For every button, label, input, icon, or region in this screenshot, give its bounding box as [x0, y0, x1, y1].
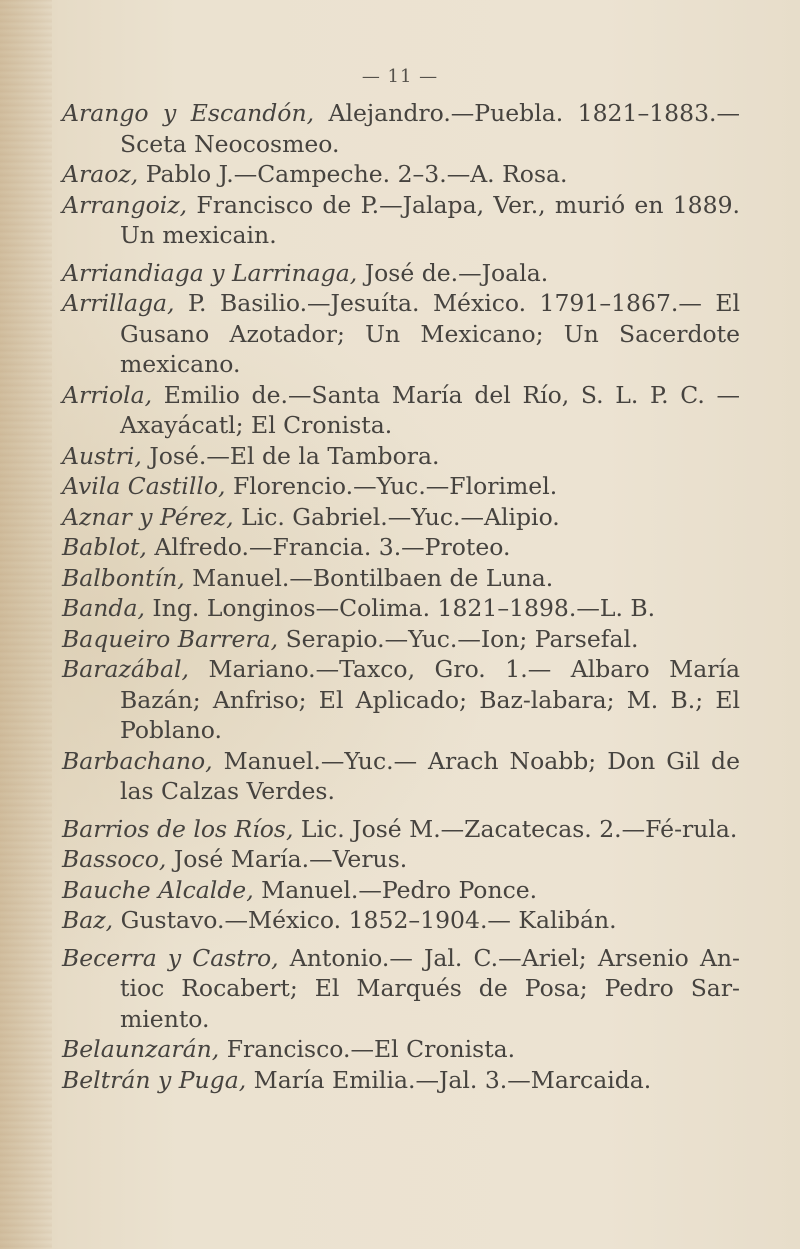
entry-list	[62, 98, 740, 1095]
list-item	[62, 288, 740, 380]
entry-name: Austri,	[62, 441, 142, 470]
entry-text: Francisco.—El Cronista.	[219, 1035, 516, 1063]
entry-name: Barrios de los Ríos,	[62, 814, 294, 843]
entry-text: José María.—Verus.	[166, 845, 408, 873]
entry-text: Manuel.—Bontilbaen de Luna.	[184, 563, 554, 592]
entry-name: Bauche Alcalde,	[62, 875, 254, 904]
entry-text: Mariano.—Taxco, Gro. 1.— Albaro María Bazán; Anfriso; El Aplicado; Baz-labara; M. B.; El Poblano.	[120, 655, 740, 744]
list-item	[62, 746, 740, 807]
list-item	[62, 532, 740, 563]
entry-text: María Emilia.—Jal. 3.—Marcaida.	[246, 1065, 652, 1094]
entry-name: Balbontín,	[62, 563, 185, 592]
entry-text: Lic. José M.—Zacatecas. 2.—Fé-rula.	[293, 814, 738, 843]
entry-text: Ing. Longinos—Colima. 1821–1898.—L. B.	[144, 594, 656, 622]
entry-text: Florencio.—Yuc.—Florimel.	[225, 472, 558, 500]
list-item	[62, 943, 740, 1035]
entry-name: Arrillaga,	[62, 289, 175, 317]
entry-text: Alejandro.—Puebla. 1821–1883.— Sceta Neocosmeo.	[120, 99, 740, 158]
list-item	[62, 98, 740, 159]
entry-name: Beltrán y Puga,	[62, 1065, 247, 1094]
entry-text: Pablo J.—Campeche. 2–3.—A. Rosa.	[138, 160, 568, 188]
entry-name: Arriola,	[62, 380, 153, 409]
entry-name: Avila Castillo,	[62, 472, 226, 500]
entry-name: Arango y Escandón,	[62, 99, 315, 127]
entry-text: Manuel.—Pedro Ponce.	[253, 875, 538, 904]
entry-name: Baqueiro Barrera,	[62, 624, 279, 653]
entry-text: Antonio.— Jal. C.—Ariel; Arsenio An-tioc Rocabert; El Marqués de Posa; Pedro Sar-miento.	[120, 943, 740, 1033]
entry-name: Bassoco,	[62, 845, 167, 873]
entry-name: Barazábal,	[62, 655, 189, 683]
entry-name: Baz,	[62, 906, 114, 934]
entry-text: Serapio.—Yuc.—Ion; Parsefal.	[278, 624, 639, 653]
list-item	[62, 380, 740, 441]
list-item	[62, 875, 740, 906]
list-item	[62, 624, 740, 655]
list-item	[62, 563, 740, 594]
list-item	[62, 593, 740, 624]
entry-name: Becerra y Castro,	[62, 943, 279, 972]
list-item	[62, 441, 740, 472]
page-number: — 11 —	[361, 66, 439, 87]
entry-text: Lic. Gabriel.—Yuc.—Alipio.	[233, 502, 560, 531]
entry-text: José de.—Joala.	[357, 258, 549, 287]
list-item	[62, 654, 740, 746]
entry-text: José.—El de la Tambora.	[141, 441, 440, 470]
page-binding-edge	[0, 0, 52, 1249]
list-item	[62, 159, 740, 190]
entry-name: Arriandiaga y Larrinaga,	[62, 258, 358, 287]
entry-text: Manuel.—Yuc.— Arach Noabb; Don Gil de las Calzas Verdes.	[120, 746, 740, 805]
list-item	[62, 502, 740, 533]
entry-text: P. Basilio.—Jesuíta. México. 1791–1867.— El Gusano Azotador; Un Mexicano; Un Sacerdote mexicano.	[120, 289, 740, 378]
list-item	[62, 1065, 740, 1096]
list-item	[62, 471, 740, 502]
entry-text: Emilio de.—Santa María del Río, S. L. P. C. —Axayácatl; El Cronista.	[120, 380, 740, 439]
entry-name: Araoz,	[62, 160, 139, 188]
entry-name: Aznar y Pérez,	[62, 502, 234, 531]
list-item	[62, 844, 740, 875]
list-item	[62, 190, 740, 251]
list-item	[62, 1034, 740, 1065]
entry-text: Francisco de P.—Jalapa, Ver., murió en 1889. Un mexicain.	[120, 190, 740, 249]
entry-name: Barbachano,	[62, 746, 213, 775]
list-item	[62, 814, 740, 845]
list-item	[62, 258, 740, 289]
entry-text: Gustavo.—México. 1852–1904.— Kalibán.	[113, 906, 617, 934]
list-item	[62, 905, 740, 936]
entry-name: Bablot,	[62, 533, 147, 561]
entry-name: Belaunzarán,	[62, 1035, 220, 1063]
entry-name: Banda,	[62, 594, 145, 622]
entry-name: Arrangoiz,	[62, 190, 188, 219]
entry-text: Alfredo.—Francia. 3.—Proteo.	[146, 533, 511, 561]
